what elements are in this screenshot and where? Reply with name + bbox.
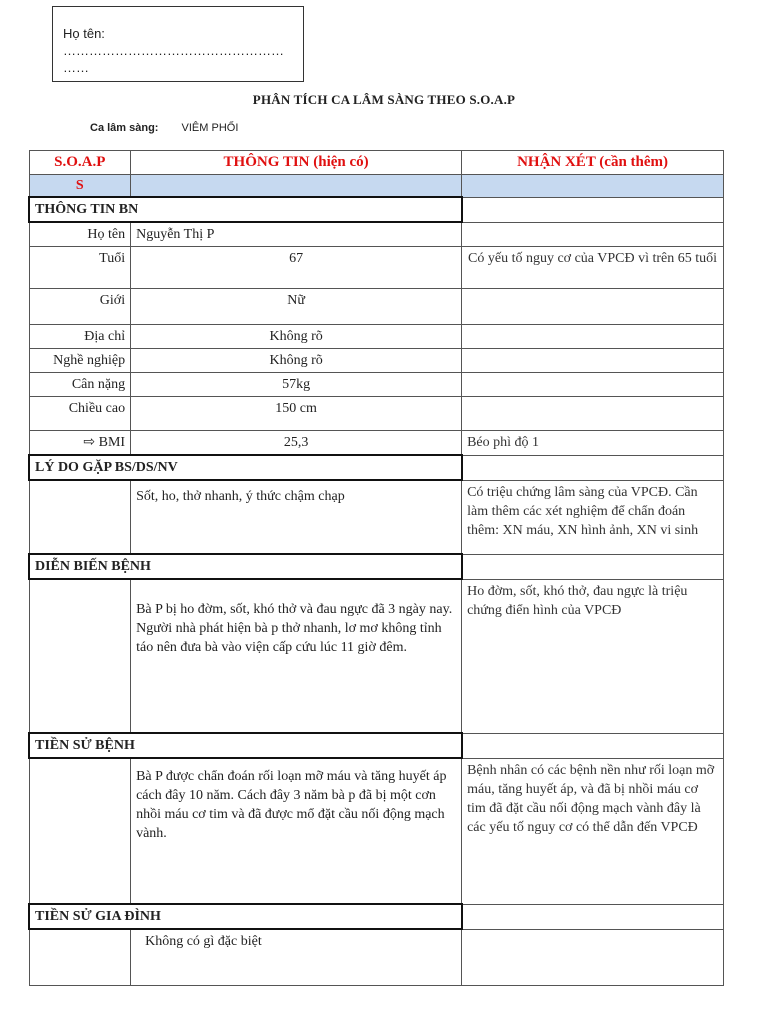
- row-label: Địa chỉ: [29, 325, 131, 349]
- row-label: ⇨ BMI: [29, 431, 131, 456]
- history-section-row: [29, 733, 724, 758]
- header-soap: S.O.A.P: [29, 151, 131, 175]
- row-value: 67: [131, 247, 462, 289]
- history-note: Bệnh nhân có các bệnh nền như rối loạn mỡ máu, tăng huyết áp, và đã bị nhồi máu cơ tim đã đặt cầu nối động mạch vành đây là các yếu tố nguy cơ có thể dẫn đến VPCĐ: [462, 758, 724, 904]
- progress-section-row: [29, 554, 724, 579]
- progress-text: Bà P bị ho đờm, sốt, khó thở và đau ngực đã 3 ngày nay. Người nhà phát hiện bà p thở nhanh, lơ mơ không tỉnh táo nên đưa bà vào viện cấp cứu lúc 11 giờ đêm.: [131, 579, 462, 733]
- table-row: [29, 431, 724, 456]
- header-row: [29, 151, 724, 175]
- history-row: [29, 758, 724, 904]
- table-row: [29, 289, 724, 325]
- row-note: [462, 373, 724, 397]
- row-label: Tuổi: [29, 247, 131, 289]
- row-value: 25,3: [131, 431, 462, 456]
- family-text: Không có gì đặc biệt: [131, 929, 462, 985]
- row-value: Không rõ: [131, 325, 462, 349]
- name-dots-line: ……………………………………………: [63, 43, 284, 58]
- name-label: Họ tên:: [63, 26, 105, 41]
- soap-table: [28, 150, 724, 986]
- family-note: [462, 929, 724, 985]
- family-section-title: TIỀN SỬ GIA ĐÌNH: [29, 904, 462, 929]
- case-label: Ca lâm sàng:: [90, 122, 159, 134]
- row-label: Nghề nghiệp: [29, 349, 131, 373]
- case-line: [90, 122, 238, 134]
- name-dots-line-2: ……: [63, 60, 89, 75]
- s-row: [29, 175, 724, 198]
- header-info: THÔNG TIN (hiện có): [131, 151, 462, 175]
- case-value: VIÊM PHỔI: [181, 122, 239, 134]
- table-row: [29, 397, 724, 431]
- row-value: Nữ: [131, 289, 462, 325]
- row-value: 150 cm: [131, 397, 462, 431]
- table-row: [29, 373, 724, 397]
- reason-row: [29, 480, 724, 554]
- history-text: Bà P được chẩn đoán rối loạn mỡ máu và tăng huyết áp cách đây 10 năm. Cách đây 3 năm bà p đã bị một cơn nhồi máu cơ tim và đã được mổ đặt cầu nối động mạch vành.: [131, 758, 462, 904]
- row-value: Không rõ: [131, 349, 462, 373]
- reason-section-row: [29, 455, 724, 480]
- row-label: Chiều cao: [29, 397, 131, 431]
- header-notes: NHẬN XÉT (cần thêm): [462, 151, 724, 175]
- s-label: S: [29, 175, 131, 198]
- reason-note: Có triệu chứng lâm sàng của VPCĐ. Cần làm thêm các xét nghiệm để chẩn đoán thêm: XN máu, XN hình ảnh, XN vi sinh: [462, 480, 724, 554]
- table-row: [29, 349, 724, 373]
- history-section-title: TIỀN SỬ BỆNH: [29, 733, 462, 758]
- patient-section-row: [29, 197, 724, 222]
- row-note: [462, 325, 724, 349]
- row-label: Họ tên: [29, 222, 131, 247]
- row-note: [462, 349, 724, 373]
- reason-section-title: LÝ DO GẶP BS/DS/NV: [29, 455, 462, 480]
- progress-section-title: DIỄN BIẾN BỆNH: [29, 554, 462, 579]
- document-title: PHÂN TÍCH CA LÂM SÀNG THEO S.O.A.P: [252, 92, 516, 107]
- table-row: [29, 222, 724, 247]
- table-row: [29, 325, 724, 349]
- row-label: Giới: [29, 289, 131, 325]
- patient-section-title: THÔNG TIN BN: [29, 197, 462, 222]
- name-box: [52, 6, 304, 82]
- row-label: Cân nặng: [29, 373, 131, 397]
- progress-note: Ho đờm, sốt, khó thở, đau ngực là triệu chứng điển hình của VPCĐ: [462, 579, 724, 733]
- table-row: [29, 247, 724, 289]
- row-note: Có yếu tố nguy cơ của VPCĐ vì trên 65 tuổi: [462, 247, 724, 289]
- progress-row: [29, 579, 724, 733]
- family-row: [29, 929, 724, 985]
- row-value: Nguyễn Thị P: [131, 222, 462, 247]
- row-note: [462, 222, 724, 247]
- family-section-row: [29, 904, 724, 929]
- row-note: [462, 289, 724, 325]
- row-note: Béo phì độ 1: [462, 431, 724, 456]
- row-value: 57kg: [131, 373, 462, 397]
- reason-text: Sốt, ho, thở nhanh, ý thức chậm chạp: [131, 480, 462, 554]
- row-note: [462, 397, 724, 431]
